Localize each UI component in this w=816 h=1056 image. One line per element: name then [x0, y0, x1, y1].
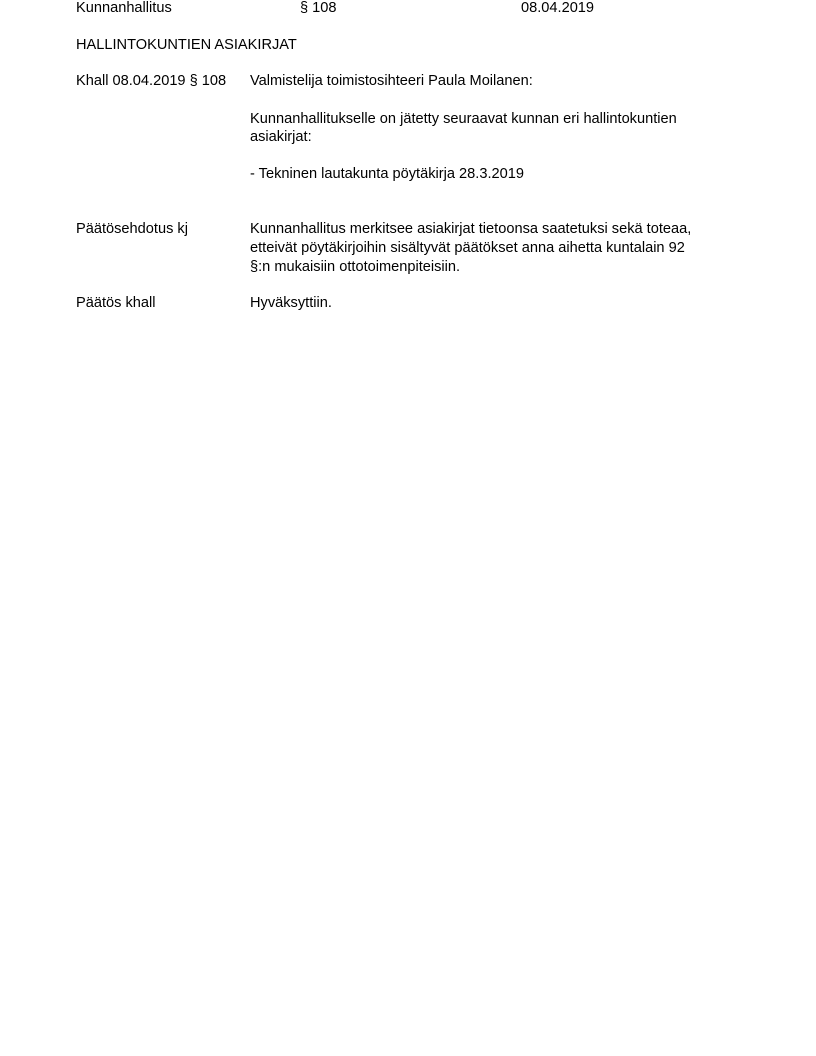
- proposal-text-line-1: Kunnanhallitus merkitsee asiakirjat tietoonsa saatetuksi sekä toteaa,: [250, 221, 692, 237]
- header-body-name: Kunnanhallitus: [76, 0, 172, 16]
- proposal-label: Päätösehdotus kj: [76, 221, 188, 237]
- intro-text-line-2: asiakirjat:: [250, 129, 312, 145]
- preparer-line: Valmistelija toimistosihteeri Paula Moilanen:: [250, 73, 533, 89]
- preparation-label: Khall 08.04.2019 § 108: [76, 73, 227, 89]
- proposal-text-line-3: §:n mukaisiin ottotoimenpiteisiin.: [250, 259, 461, 275]
- document-title: HALLINTOKUNTIEN ASIAKIRJAT: [76, 37, 297, 53]
- proposal-text-line-2: etteivät pöytäkirjoihin sisältyvät päätökset anna aihetta kuntalain 92: [250, 240, 685, 256]
- intro-text-line-1: Kunnanhallitukselle on jätetty seuraavat kunnan eri hallintokuntien: [250, 111, 677, 127]
- header-section-number: § 108: [300, 0, 337, 16]
- document-list-item: - Tekninen lautakunta pöytäkirja 28.3.2019: [250, 166, 524, 182]
- header-date: 08.04.2019: [521, 0, 595, 16]
- decision-label: Päätös khall: [76, 295, 156, 311]
- decision-text: Hyväksyttiin.: [250, 295, 332, 311]
